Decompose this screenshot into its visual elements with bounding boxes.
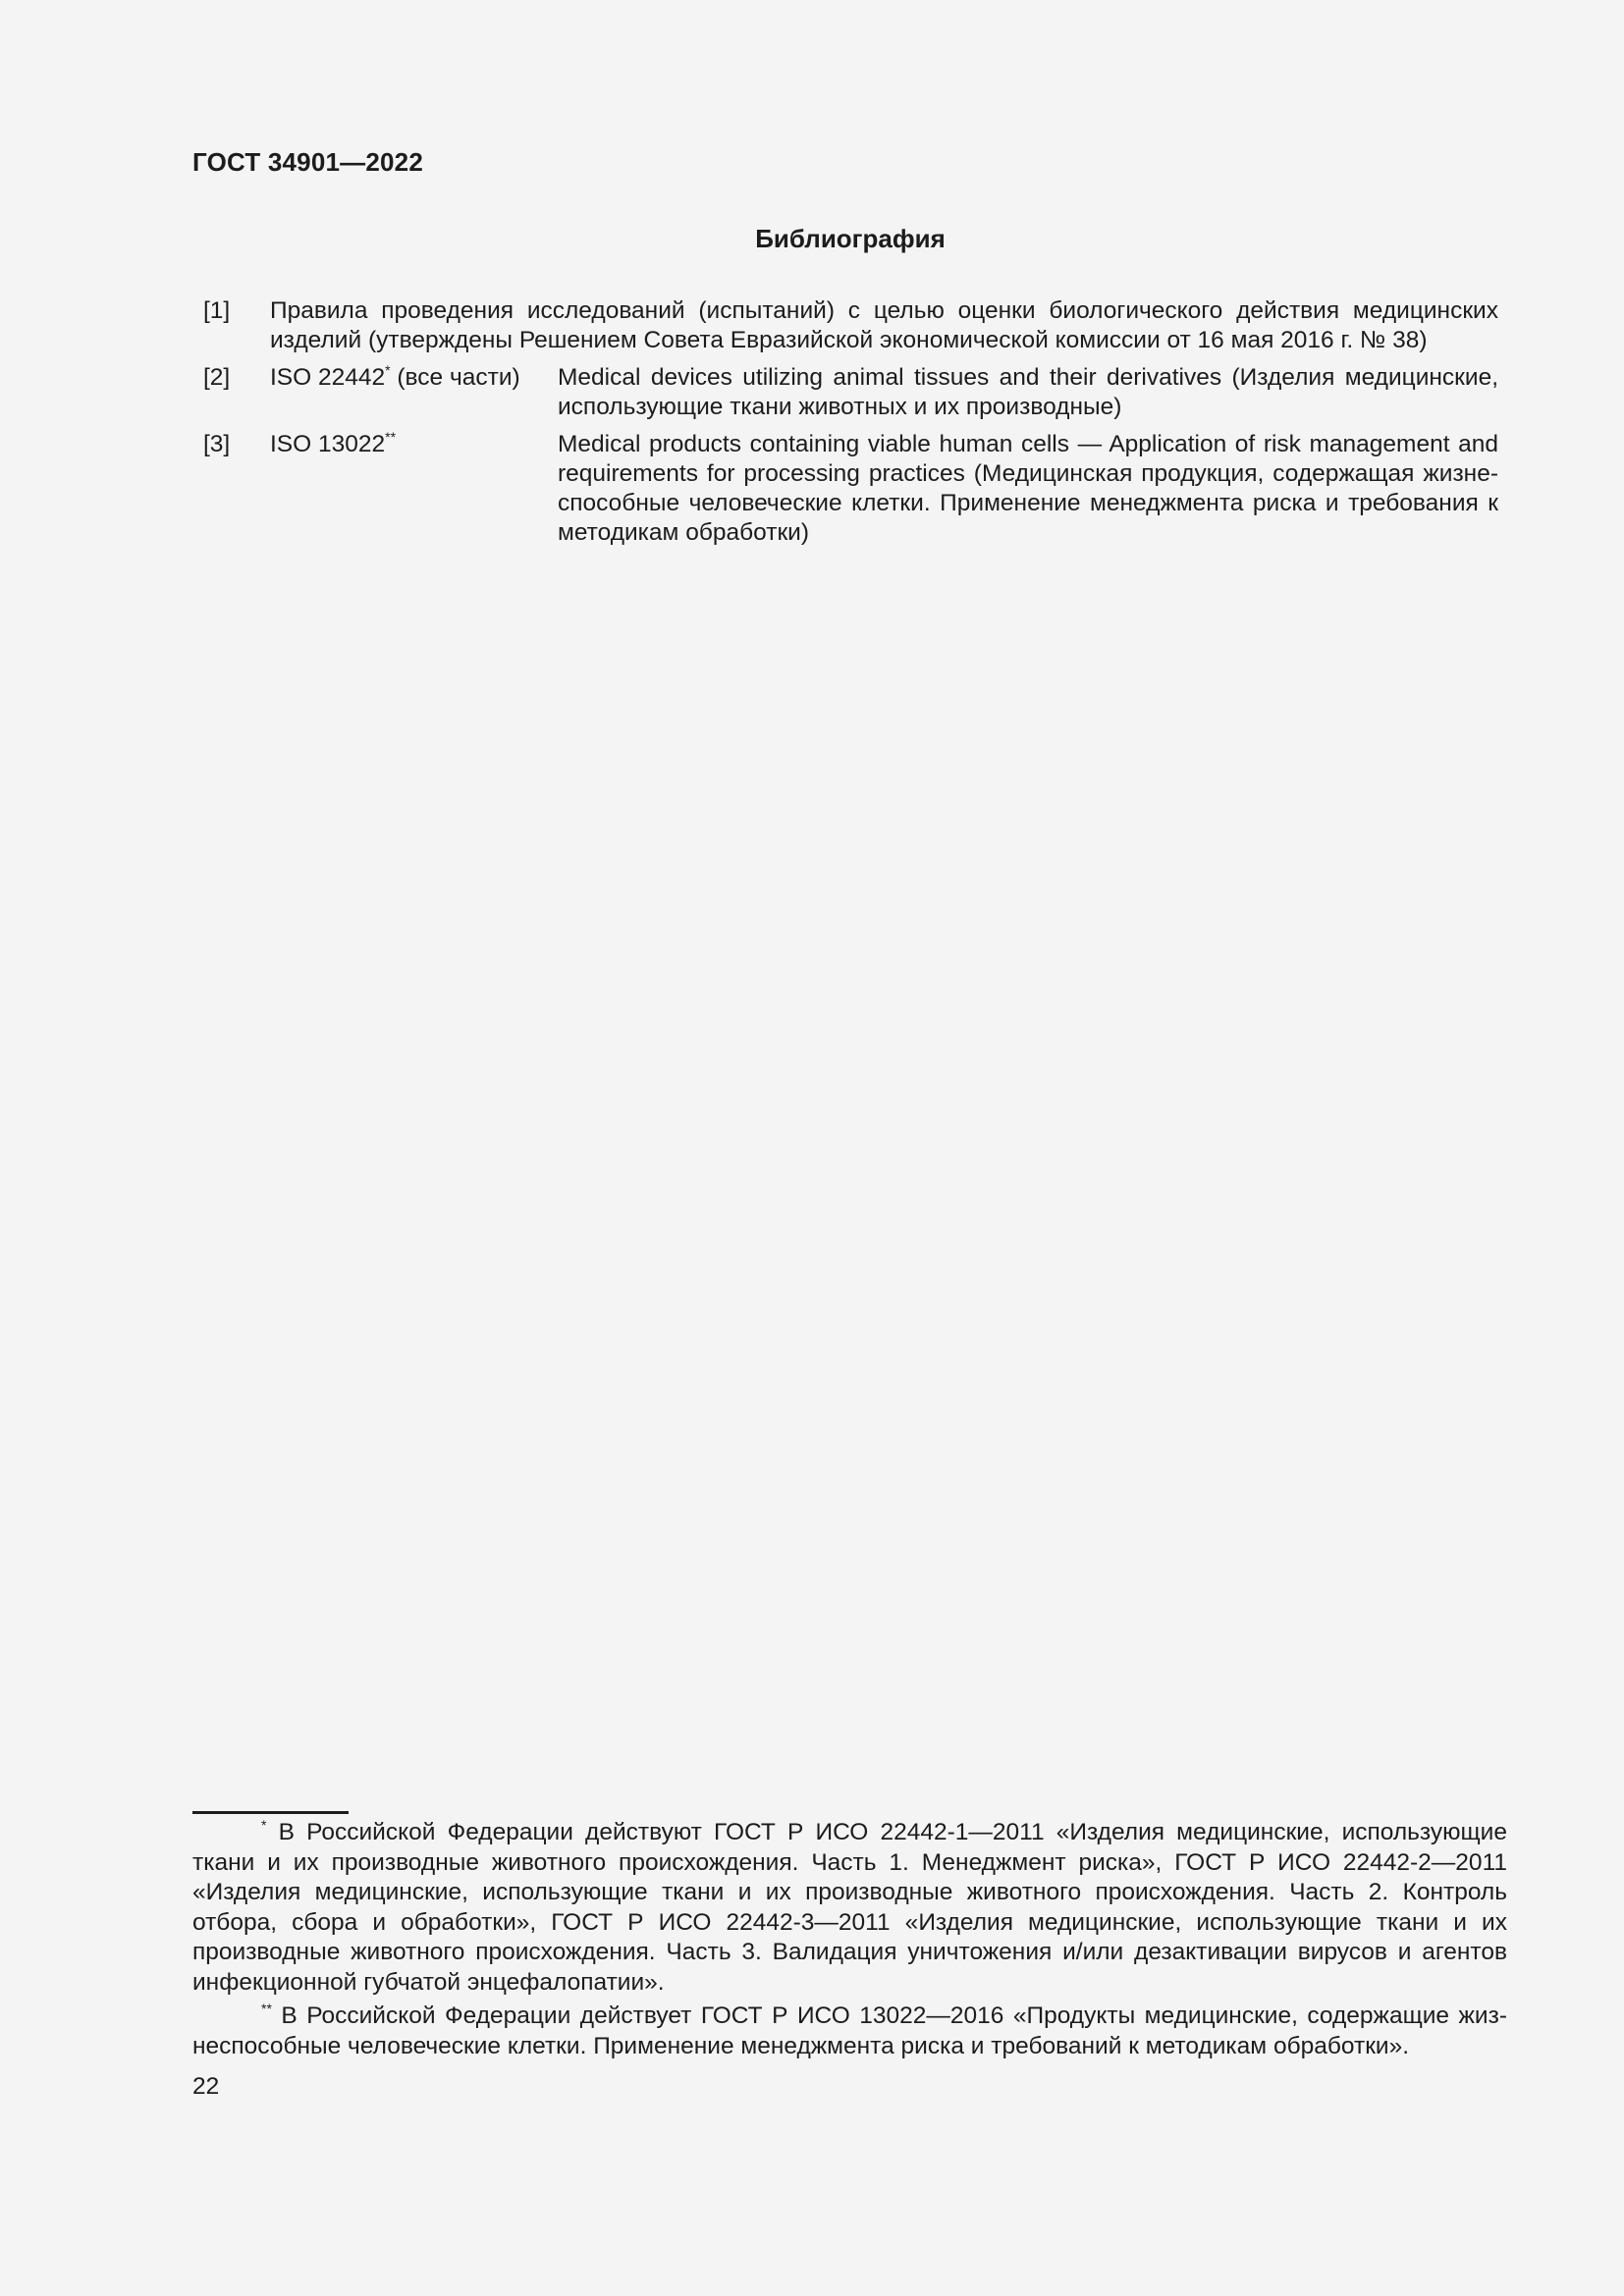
- footnotes: [192, 1818, 1507, 2065]
- entry-description: Medical devices utilizing animal tissues and their derivatives (Изделия медицинские, использующие ткани животных и их производные): [558, 364, 1498, 420]
- entry-number: [1]: [203, 297, 231, 324]
- section-title: Библиография: [755, 224, 946, 253]
- footnote-separator: [192, 1811, 349, 1814]
- designation-code: ISO 22442: [270, 364, 386, 391]
- footnote-2: [192, 2002, 1507, 2061]
- entry-number: [3]: [203, 431, 231, 457]
- footnote-1: [192, 1818, 1507, 1998]
- entry-designation: [270, 363, 520, 393]
- bibliography-entry-1: [192, 296, 1498, 355]
- footnote-mark: **: [261, 2001, 272, 2016]
- designation-code: ISO 13022: [270, 431, 386, 457]
- bibliography-list: [192, 296, 1498, 556]
- page-number: 22: [192, 2073, 220, 2100]
- entry-description: Medical products containing viable human cells — Application of risk management and requirements for processing practices (Медицинская продукция, содержащая жизне-способные человеческие клетки. Применение менеджмента риска и требования к методикам обработки): [558, 431, 1498, 546]
- footnote-text: В Российской Федерации действуют ГОСТ Р ИСО 22442-1—2011 «Изделия медицинские, использующие ткани и их производные животного происхождения. Часть 1. Менеджмент риска», ГОСТ Р ИСО 22442-2—2011 «Изделия медицинские, использующие ткани и их производные животного происхождения. Часть 2. Контроль отбора, сбора и обработки», ГОСТ Р ИСО 22442-3—2011 «Изделия медицинские, использующие ткани и их производные животного происхождения. Часть 3. Валидация уничтожения и/или дезактивации вирусов и агентов инфекционной губчатой энцефалопатии».: [192, 1819, 1507, 1996]
- entry-text: Правила проведения исследований (испытаний) с целью оценки биологического действия медицинских изделий (утверждены Решением Совета Евразийской экономической комиссии от 16 мая 2016 г. № 38): [270, 297, 1498, 353]
- bibliography-entry-3: [192, 430, 1498, 548]
- footnote-ref-mark[interactable]: *: [385, 362, 391, 378]
- entry-number: [2]: [203, 364, 231, 391]
- entry-designation: [270, 430, 396, 459]
- document-header: ГОСТ 34901—2022: [192, 147, 423, 177]
- footnote-mark: *: [261, 1817, 267, 1833]
- footnote-text: В Российской Федерации действует ГОСТ Р ИСО 13022—2016 «Продукты медицинские, содержащие жиз-неспособные человеческие клетки. Применение менеджмента риска и требований к методикам обработки».: [192, 2002, 1507, 2059]
- designation-suffix: (все части): [390, 364, 520, 391]
- bibliography-entry-2: [192, 363, 1498, 422]
- footnote-ref-mark[interactable]: **: [385, 429, 397, 445]
